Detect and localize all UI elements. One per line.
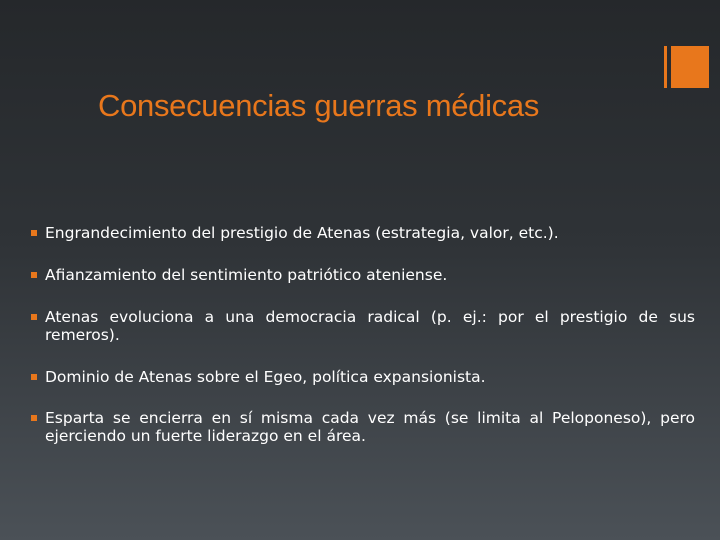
square-bullet-icon bbox=[31, 314, 37, 320]
slide-title: Consecuencias guerras médicas bbox=[98, 88, 540, 123]
bullet-text: Dominio de Atenas sobre el Egeo, política expansionista. bbox=[45, 368, 486, 386]
square-bullet-icon bbox=[31, 415, 37, 421]
bullet-text: Atenas evoluciona a una democracia radical (p. ej.: por el prestigio de sus remeros). bbox=[45, 308, 695, 344]
bullet-text: Afianzamiento del sentimiento patriótico ateniense. bbox=[45, 266, 448, 284]
bullet-item bbox=[30, 224, 695, 242]
bullet-item bbox=[30, 266, 695, 284]
bullet-item bbox=[30, 409, 695, 445]
square-bullet-icon bbox=[31, 374, 37, 380]
square-bullet-icon bbox=[31, 230, 37, 236]
bullet-text: Engrandecimiento del prestigio de Atenas (estrategia, valor, etc.). bbox=[45, 224, 559, 242]
square-bullet-icon bbox=[31, 272, 37, 278]
bullet-text: Esparta se encierra en sí misma cada vez más (se limita al Peloponeso), pero ejerciendo un fuerte liderazgo en el área. bbox=[45, 409, 695, 445]
accent-bar-thick bbox=[671, 46, 709, 88]
accent-bar-thin bbox=[664, 46, 667, 88]
bullet-item bbox=[30, 308, 695, 344]
bullet-item bbox=[30, 368, 695, 386]
bullet-list bbox=[30, 224, 695, 445]
